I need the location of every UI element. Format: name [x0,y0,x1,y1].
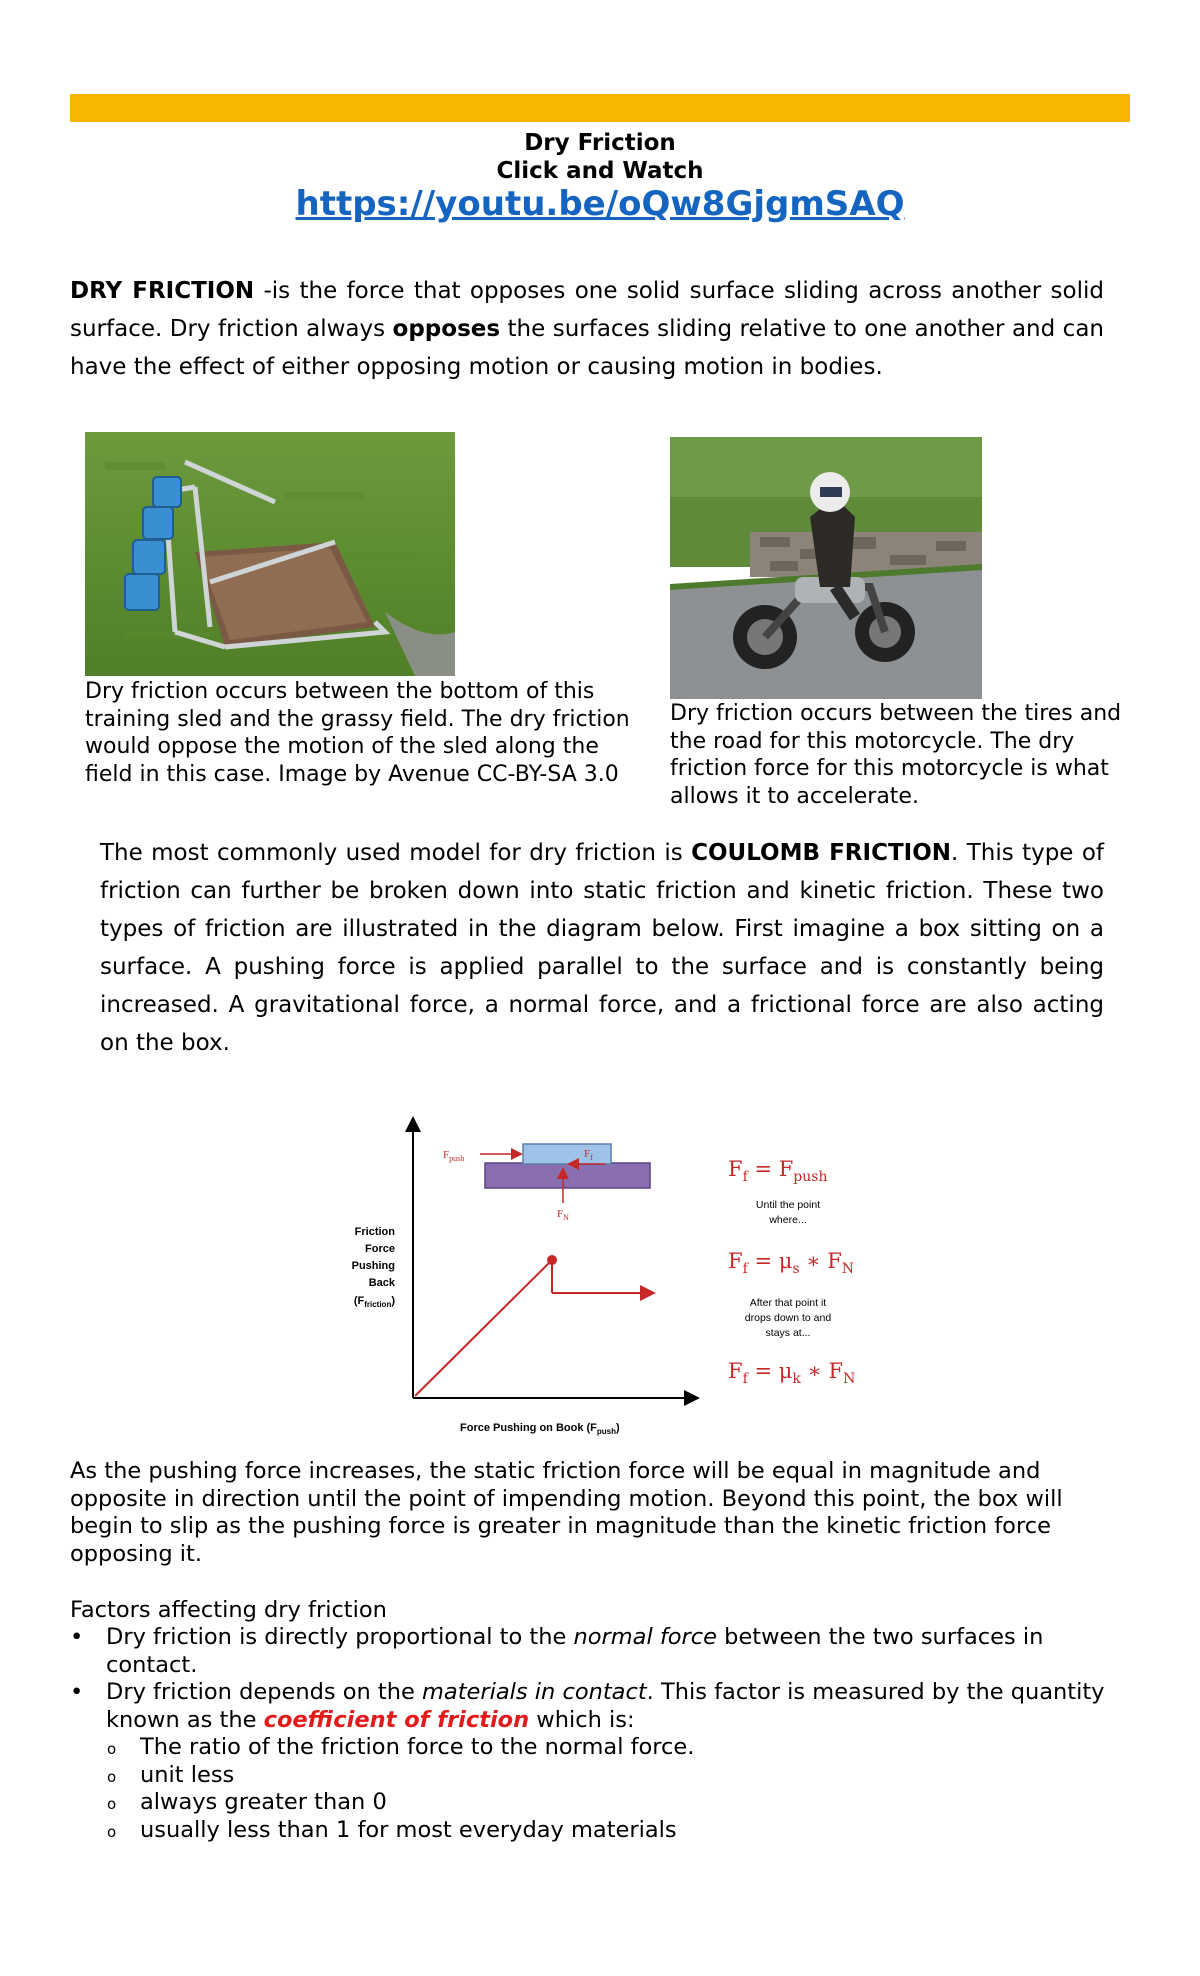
sub-item-text: The ratio of the friction force to the normal force. [140,1734,695,1760]
equation-2: $F_f = \mu_s$ ∗ $F_N$ [728,1249,855,1277]
note-1a: Until the point [755,1199,821,1211]
intro-emphasis: opposes [392,316,501,342]
factor-1-text: Dry friction is directly proportional to the [106,1624,574,1650]
factor-2-text: Dry friction depends on the [106,1679,423,1705]
sled-photo [85,432,455,676]
header-accent-bar [70,94,1130,122]
ylabel-line-3: Pushing [351,1260,395,1272]
list-item [70,1679,1130,1734]
coulomb-paragraph [100,834,1104,1062]
sub-list-item [70,1762,1130,1790]
ff-label: $F_f$ [584,1148,593,1162]
sub-bullet-icon: o [107,1740,117,1758]
fn-label: $F_N$ [557,1208,569,1222]
factor-2-emphasis: materials in contact [422,1679,647,1705]
explanation-paragraph: As the pushing force increases, the static friction force will be equal in magnitude and opposite in direction until the point of impending motion. Beyond this point, the box will begin to slip as the pushing force is greater in magnitude than the kinetic friction force opposing it. [70,1458,1063,1567]
page-subtitle: Click and Watch [496,158,704,184]
sub-item-text: unit less [140,1761,235,1788]
sled-caption: Dry friction occurs between the bottom of this training sled and the grassy field. The dry friction would oppose the motion of the sled along the field in this case. Image by Avenue CC-BY-SA 3.0 [85,679,630,787]
page-title: Dry Friction [524,130,676,156]
factor-2-text-3: which is: [529,1706,635,1733]
coefficient-of-friction-term: coefficient of friction [263,1706,530,1733]
intro-text-1: -is the force that opposes one solid surface sliding across another solid surface. Dry friction always [70,278,1104,342]
ylabel-line-2: Force [365,1243,395,1255]
note-2a: After that point it [749,1297,827,1309]
equation-3: $F_f = \mu_k$ ∗ $F_N$ [728,1359,856,1387]
sub-bullet-icon: o [107,1795,117,1813]
motorcycle-caption: Dry friction occurs between the tires and the road for this motorcycle. The dry friction force for this motorcycle is what allows it to accelerate. [670,701,1122,809]
coulomb-text-2: . This type of friction can further be broken down into static friction and kinetic friction. These two types of friction are illustrated in the diagram below. First imagine a box sitting on a surface. A pushing force is applied parallel to the surface and is constantly being increased. A gravitational force, a normal force, and a frictional force are also acting on the box. [100,840,1104,1056]
factor-2-text-2: . This factor is measured by the quantity known as the [106,1679,1105,1733]
coulomb-term: COULOMB FRICTION [691,840,951,866]
factor-1-emphasis: normal force [573,1624,718,1650]
note-2c: stays at... [765,1327,811,1339]
factors-list [70,1624,1130,1844]
intro-term: DRY FRICTION [70,278,255,304]
coulomb-text-1: The most commonly used model for dry friction is [100,840,692,866]
intro-text-2: the surfaces sliding relative to one another and can have the effect of either opposing motion or causing motion in bodies. [70,316,1104,380]
video-link[interactable]: https://youtu.be/oQw8GjgmSAQ [295,184,905,224]
intro-paragraph [70,272,1104,386]
motorcycle-photo [670,437,982,699]
equation-1: $F_f = F_{push}$ [728,1157,828,1185]
sub-list-item [70,1789,1130,1817]
factor-1-text-2: between the two surfaces in contact. [106,1624,1044,1678]
ylabel-line-4: Back [368,1277,395,1289]
sub-item-text: usually less than 1 for most everyday materials [140,1816,677,1843]
factors-heading: Factors affecting dry friction [70,1597,387,1623]
static-friction-line [415,1260,552,1396]
ylabel-line-1: Friction [354,1226,395,1238]
fpush-label: $F_{push}$ [443,1149,465,1163]
sub-bullet-icon: o [107,1767,117,1786]
friction-diagram [340,1108,880,1438]
bullet-icon: • [70,1624,84,1650]
bullet-icon: • [70,1679,84,1705]
sub-bullet-icon: o [107,1822,117,1841]
note-2b: drops down to and [744,1312,832,1324]
ylabel-symbol: $(F_{friction})$ [353,1295,395,1309]
list-item [70,1624,1130,1679]
sub-list-item [70,1817,1130,1845]
sub-item-text: always greater than 0 [140,1789,387,1815]
surface-block [485,1163,650,1188]
book-block [523,1144,611,1164]
xlabel: Force Pushing on Book $(F_{push})$ [460,1422,620,1436]
sub-list-item [70,1734,1130,1762]
note-1b: where... [769,1214,807,1226]
